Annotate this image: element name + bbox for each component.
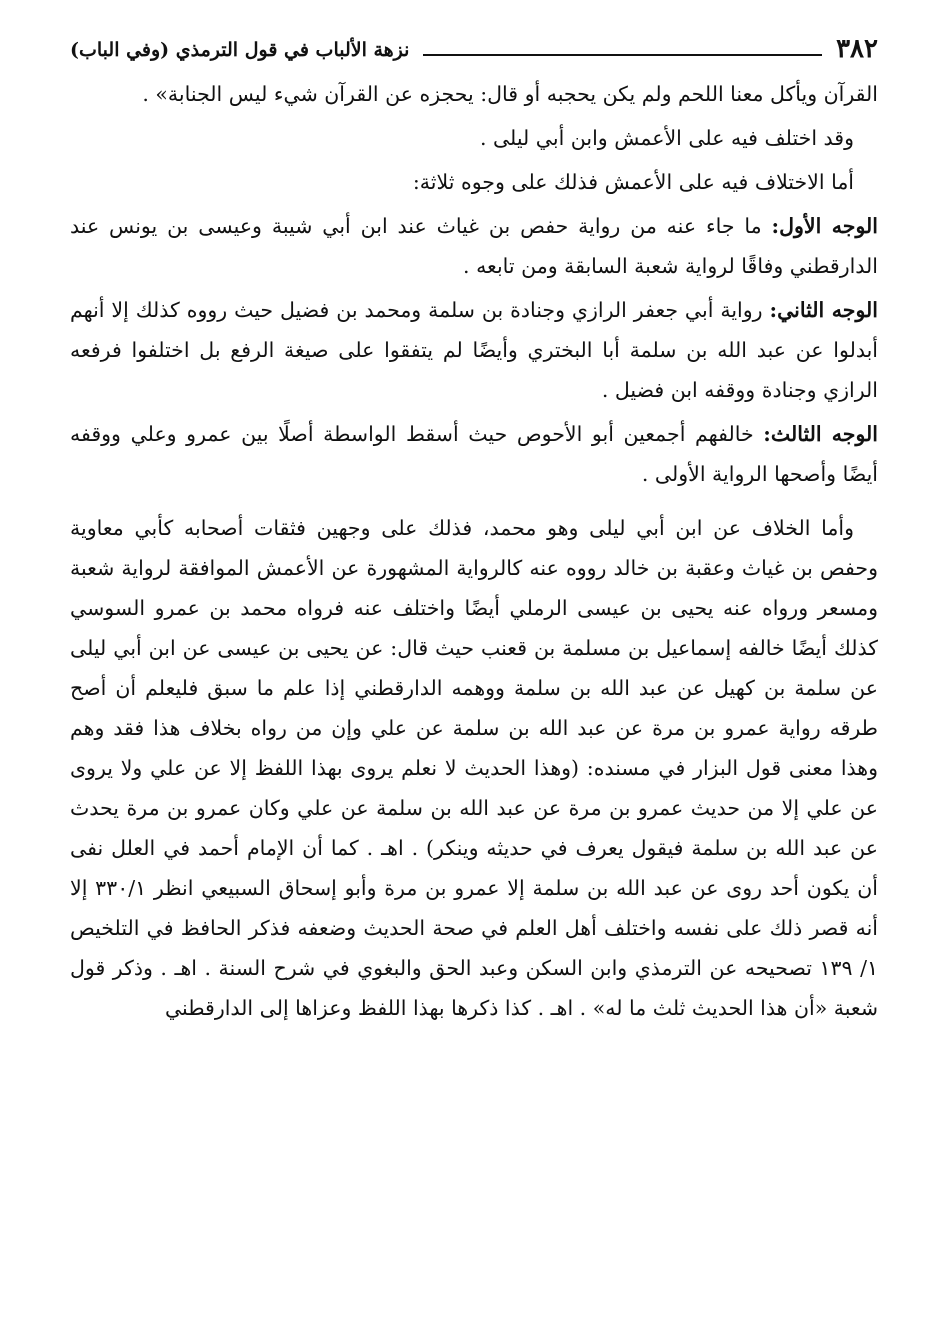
paragraph-second-aspect — [70, 290, 878, 410]
page-header — [70, 28, 878, 64]
paragraph-text: القرآن ويأكل معنا اللحم ولم يكن يحجبه أو قال: يحجزه عن القرآن شيء ليس الجنابة» . — [142, 82, 878, 106]
paragraph-text: أما الاختلاف فيه على الأعمش فذلك على وجوه ثلاثة: — [412, 170, 854, 194]
paragraph-text: وقد اختلف فيه على الأعمش وابن أبي ليلى . — [479, 126, 854, 150]
document-page — [70, 28, 878, 1308]
paragraph-continuation — [70, 74, 878, 114]
body-text — [70, 74, 878, 1028]
paragraph-text: وأما الخلاف عن ابن أبي ليلى وهو محمد، فذلك على وجهين فثقات أصحابه كأبي معاوية وحفص بن غياث وعقبة بن خالد رووه عنه كالرواية المشهورة عن الأعمش الموافقة لرواية شعبة ومسعر ورواه عنه يحيى بن عيسى الرملي أيضًا واختلف عنه فرواه محمد بن عمرو السوسي كذلك أيضًا خالفه إسماعيل بن مسلمة بن قعنب حيث قال: عن يحيى بن عيسى عن ابن أبي ليلى عن سلمة بن كهيل عن عبد الله بن سلمة ووهمه الدارقطني إذا علم ما سبق فليعلم أن أصح طرقه رواية عمرو بن مرة عن عبد الله بن سلمة عن علي وإن من رواه بخلاف هذا فقد وهم وهذا معنى قول البزار في مسنده: (وهذا الحديث لا نعلم يروى بهذا اللفظ إلا عن علي ولا يروى عن علي إلا من حديث عمرو بن مرة عن عبد الله بن سلمة عن علي وكان عمرو بن مرة يحدث عن عبد الله بن سلمة فيقول يعرف في حديثه وينكر) . اهـ . كما أن الإمام أحمد في العلل نفى أن يكون أحد روى عن عبد الله بن سلمة إلا عمرو بن مرة وأبو إسحاق السبيعي انظر ٣٣٠/١ إلا أنه قصر ذلك على نفسه واختلف أهل العلم في صحة الحديث وضعفه فذكر الحافظ في التلخيص ١/ ١٣٩ تصحيحه عن الترمذي وابن السكن وعبد الحق والبغوي في شرح السنة . اهـ . وذكر قول شعبة «أن هذا الحديث ثلث ما له» . اهـ . كذا ذكرها بهذا اللفظ وعزاها إلى الدارقطني — [70, 516, 878, 1020]
paragraph-text: رواية أبي جعفر الرازي وجنادة بن سلمة ومحمد بن فضيل حيث رووه كذلك إلا أنهم أبدلوا عن عبد الله بن سلمة أبا البختري وأيضًا لم يتفقوا على صيغة الرفع بل اختلفوا فرفعه الرازي وجنادة ووقفه ابن فضيل . — [70, 298, 878, 402]
paragraph — [70, 162, 878, 202]
paragraph-ibn-abi-layla — [70, 508, 878, 1028]
paragraph-text: ما جاء عنه من رواية حفص بن غياث عند ابن أبي شيبة وعيسى بن يونس عند الدارقطني وفاقًا لرواية شعبة السابقة ومن تابعه . — [70, 214, 878, 278]
header-rule — [423, 54, 822, 56]
paragraph-third-aspect — [70, 414, 878, 494]
paragraph-spacer — [70, 498, 878, 508]
page-number: ٣٨٢ — [836, 34, 878, 64]
aspect-label: الوجه الأول: — [771, 214, 878, 238]
running-title: نزهة الألباب في قول الترمذي (وفي الباب) — [70, 39, 410, 61]
paragraph-text: خالفهم أجمعين أبو الأحوص حيث أسقط الواسطة أصلًا بين عمرو وعلي ووقفه أيضًا وأصحها الرواية الأولى . — [70, 422, 878, 486]
aspect-label: الوجه الثالث: — [763, 422, 878, 446]
paragraph-first-aspect — [70, 206, 878, 286]
aspect-label: الوجه الثاني: — [769, 298, 878, 322]
paragraph — [70, 118, 878, 158]
